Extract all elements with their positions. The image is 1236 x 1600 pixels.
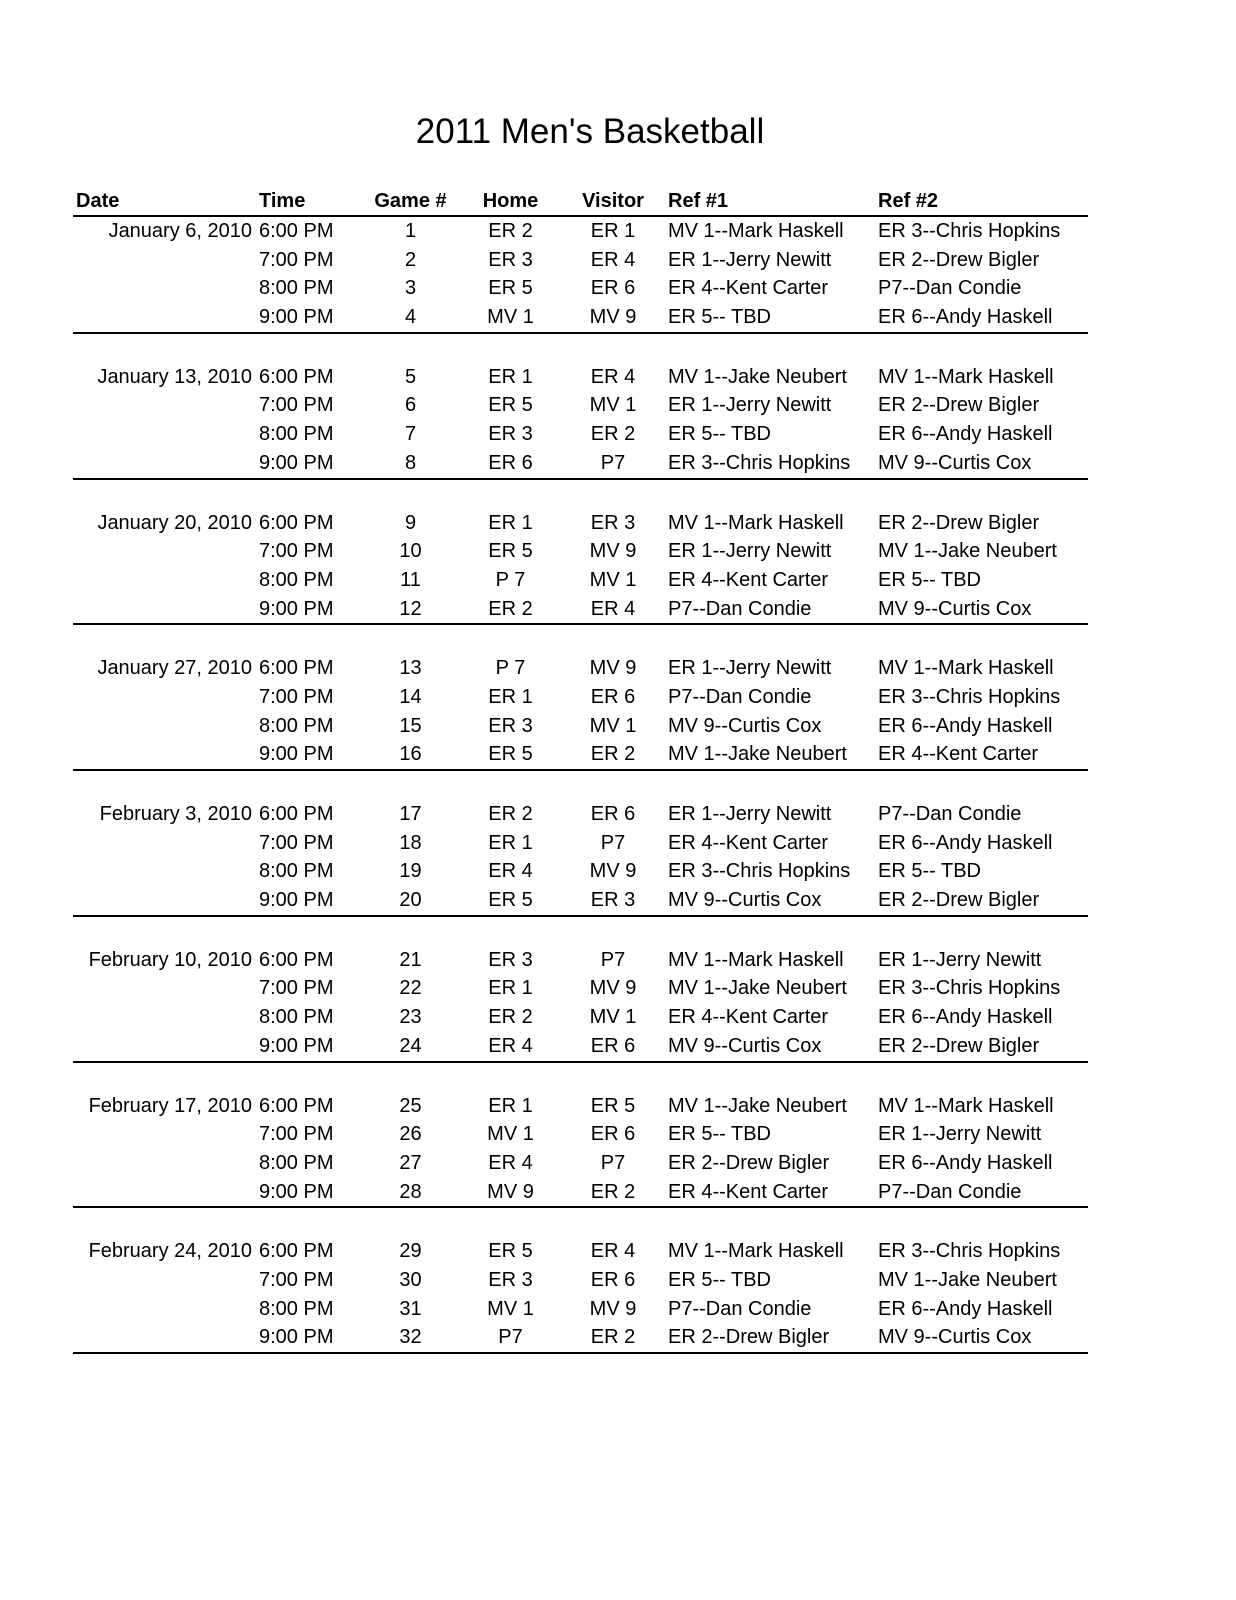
table-header (73, 187, 1088, 217)
time-cell: 6:00 PM (259, 657, 334, 680)
table-row (73, 1003, 1088, 1032)
visitor-cell: P7 (600, 1151, 626, 1174)
game-cell: 25 (399, 1094, 422, 1117)
ref2-cell: MV 1--Jake Neubert (878, 1268, 1057, 1291)
ref1-cell: ER 3--Chris Hopkins (668, 451, 851, 474)
time-cell: 6:00 PM (259, 1094, 334, 1117)
table-row (73, 391, 1088, 420)
visitor-cell: MV 9 (589, 1297, 637, 1320)
time-cell: 8:00 PM (259, 860, 334, 883)
ref1-cell: P7--Dan Condie (668, 1297, 812, 1320)
game-cell: 20 (399, 889, 422, 912)
ref2-cell: ER 6--Andy Haskell (878, 306, 1053, 329)
home-cell: ER 5 (488, 1240, 533, 1263)
ref1-cell: ER 4--Kent Carter (668, 831, 829, 854)
game-cell: 2 (404, 248, 417, 271)
table-row (73, 217, 1088, 246)
time-cell: 8:00 PM (259, 1297, 334, 1320)
week-group (73, 363, 1088, 480)
ref1-cell: ER 5-- TBD (668, 1268, 771, 1291)
week-group (73, 509, 1088, 626)
time-cell: 6:00 PM (259, 803, 334, 825)
time-cell: 9:00 PM (259, 1326, 334, 1349)
game-cell: 5 (404, 365, 417, 388)
table-row (73, 509, 1088, 538)
ref1-cell: ER 1--Jerry Newitt (668, 248, 832, 271)
table-row (73, 974, 1088, 1003)
game-cell: 32 (399, 1326, 422, 1349)
ref2-cell: P7--Dan Condie (878, 1180, 1022, 1203)
time-cell: 8:00 PM (259, 714, 334, 737)
table-row (73, 712, 1088, 741)
table-row (73, 1120, 1088, 1149)
game-cell: 7 (404, 423, 417, 446)
date-cell: January 20, 2010 (97, 511, 252, 534)
table-row (73, 274, 1088, 303)
ref2-cell: P7--Dan Condie (878, 803, 1022, 825)
home-cell: ER 3 (488, 948, 533, 971)
home-cell: ER 4 (488, 860, 533, 883)
ref2-cell: ER 2--Drew Bigler (878, 511, 1040, 534)
ref1-cell: MV 1--Jake Neubert (668, 977, 847, 1000)
home-cell: ER 4 (488, 1034, 533, 1057)
visitor-cell: P7 (600, 948, 626, 971)
time-cell: 7:00 PM (259, 394, 334, 417)
game-cell: 22 (399, 977, 422, 1000)
visitor-cell: ER 6 (590, 803, 636, 825)
ref1-cell: MV 9--Curtis Cox (668, 1034, 822, 1057)
time-cell: 7:00 PM (259, 685, 334, 708)
date-cell: February 24, 2010 (88, 1240, 252, 1263)
home-cell: ER 5 (488, 743, 533, 766)
time-cell: 8:00 PM (259, 1006, 334, 1029)
visitor-cell: ER 3 (590, 511, 636, 534)
visitor-cell: MV 9 (589, 860, 637, 883)
ref1-cell: MV 1--Jake Neubert (668, 743, 847, 766)
game-cell: 15 (399, 714, 422, 737)
visitor-cell: ER 2 (590, 423, 636, 446)
time-cell: 7:00 PM (259, 248, 334, 271)
game-cell: 28 (399, 1180, 422, 1203)
home-cell: P7 (498, 1326, 523, 1349)
ref2-cell: MV 1--Mark Haskell (878, 1094, 1054, 1117)
table-row (73, 829, 1088, 858)
header-date: Date (76, 190, 120, 212)
home-cell: ER 2 (488, 220, 533, 242)
table-row (73, 886, 1088, 915)
time-cell: 7:00 PM (259, 540, 334, 563)
visitor-cell: ER 6 (590, 277, 636, 300)
game-cell: 10 (399, 540, 422, 563)
home-cell: ER 1 (488, 365, 533, 388)
home-cell: P 7 (495, 657, 526, 680)
time-cell: 8:00 PM (259, 1151, 334, 1174)
ref2-cell: ER 6--Andy Haskell (878, 1151, 1053, 1174)
home-cell: ER 2 (488, 1006, 533, 1029)
time-cell: 6:00 PM (259, 1240, 334, 1263)
ref1-cell: ER 4--Kent Carter (668, 1006, 829, 1029)
header-ref1: Ref #1 (668, 190, 729, 212)
week-group (73, 654, 1088, 771)
visitor-cell: ER 3 (590, 889, 636, 912)
ref1-cell: MV 9--Curtis Cox (668, 889, 822, 912)
visitor-cell: P7 (600, 831, 626, 854)
home-cell: MV 1 (487, 1297, 534, 1320)
game-cell: 29 (399, 1240, 422, 1263)
game-cell: 8 (404, 451, 417, 474)
home-cell: ER 2 (488, 803, 533, 825)
week-group (73, 217, 1088, 334)
game-cell: 16 (399, 743, 422, 766)
ref1-cell: MV 1--Mark Haskell (668, 220, 844, 242)
table-row (73, 1178, 1088, 1207)
table-row (73, 1092, 1088, 1121)
table-row (73, 683, 1088, 712)
visitor-cell: MV 1 (589, 568, 637, 591)
table-row (73, 537, 1088, 566)
ref2-cell: P7--Dan Condie (878, 277, 1022, 300)
game-cell: 21 (399, 948, 422, 971)
header-time: Time (259, 190, 306, 212)
date-cell: February 3, 2010 (99, 803, 252, 825)
home-cell: ER 1 (488, 511, 533, 534)
game-cell: 13 (399, 657, 422, 680)
week-group (73, 800, 1088, 917)
ref1-cell: ER 2--Drew Bigler (668, 1326, 830, 1349)
ref2-cell: ER 3--Chris Hopkins (878, 220, 1061, 242)
home-cell: ER 3 (488, 1268, 533, 1291)
table-row (73, 654, 1088, 683)
ref1-cell: ER 1--Jerry Newitt (668, 394, 832, 417)
date-cell: January 27, 2010 (97, 657, 252, 680)
week-group (73, 1092, 1088, 1209)
time-cell: 9:00 PM (259, 743, 334, 766)
table-row (73, 1149, 1088, 1178)
game-cell: 31 (399, 1297, 422, 1320)
home-cell: ER 5 (488, 394, 533, 417)
ref1-cell: ER 4--Kent Carter (668, 568, 829, 591)
home-cell: ER 1 (488, 685, 533, 708)
time-cell: 7:00 PM (259, 977, 334, 1000)
time-cell: 6:00 PM (259, 511, 334, 534)
ref1-cell: ER 5-- TBD (668, 306, 771, 329)
header-visitor: Visitor (582, 190, 644, 212)
visitor-cell: ER 4 (590, 248, 636, 271)
home-cell: ER 5 (488, 889, 533, 912)
game-cell: 6 (404, 394, 417, 417)
visitor-cell: ER 1 (590, 220, 636, 242)
ref2-cell: ER 2--Drew Bigler (878, 394, 1040, 417)
header-home: Home (482, 190, 539, 212)
week-group (73, 946, 1088, 1063)
ref2-cell: ER 2--Drew Bigler (878, 889, 1040, 912)
game-cell: 24 (399, 1034, 422, 1057)
ref1-cell: ER 2--Drew Bigler (668, 1151, 830, 1174)
ref2-cell: ER 3--Chris Hopkins (878, 1240, 1061, 1263)
game-cell: 18 (399, 831, 422, 854)
home-cell: ER 3 (488, 714, 533, 737)
visitor-cell: MV 1 (589, 394, 637, 417)
ref2-cell: ER 6--Andy Haskell (878, 714, 1053, 737)
ref2-cell: ER 1--Jerry Newitt (878, 1123, 1042, 1146)
table-row (73, 1323, 1088, 1352)
ref1-cell: ER 4--Kent Carter (668, 1180, 829, 1203)
visitor-cell: MV 9 (589, 306, 637, 329)
table-row (73, 420, 1088, 449)
table-row (73, 246, 1088, 275)
visitor-cell: MV 1 (589, 714, 637, 737)
home-cell: ER 4 (488, 1151, 533, 1174)
ref1-cell: MV 1--Jake Neubert (668, 365, 847, 388)
game-cell: 17 (399, 803, 422, 825)
home-cell: MV 9 (487, 1180, 534, 1203)
ref1-cell: ER 1--Jerry Newitt (668, 540, 832, 563)
time-cell: 9:00 PM (259, 451, 334, 474)
date-cell: January 6, 2010 (108, 220, 252, 242)
table-row (73, 449, 1088, 478)
ref1-cell: ER 5-- TBD (668, 423, 771, 446)
home-cell: ER 1 (488, 977, 533, 1000)
time-cell: 8:00 PM (259, 423, 334, 446)
game-cell: 30 (399, 1268, 422, 1291)
ref2-cell: ER 2--Drew Bigler (878, 1034, 1040, 1057)
table-row (73, 1266, 1088, 1295)
time-cell: 8:00 PM (259, 568, 334, 591)
visitor-cell: ER 6 (590, 1123, 636, 1146)
time-cell: 6:00 PM (259, 220, 334, 242)
table-row (73, 1032, 1088, 1061)
visitor-cell: MV 9 (589, 540, 637, 563)
game-cell: 27 (399, 1151, 422, 1174)
game-cell: 11 (400, 568, 421, 591)
ref2-cell: ER 6--Andy Haskell (878, 1297, 1053, 1320)
visitor-cell: ER 5 (590, 1094, 636, 1117)
date-cell: January 13, 2010 (97, 365, 252, 388)
ref2-cell: ER 2--Drew Bigler (878, 248, 1040, 271)
ref2-cell: ER 3--Chris Hopkins (878, 977, 1061, 1000)
ref2-cell: MV 1--Jake Neubert (878, 540, 1057, 563)
page-title: 2011 Men's Basketball (415, 112, 765, 151)
ref2-cell: ER 5-- TBD (878, 860, 981, 883)
game-cell: 19 (399, 860, 422, 883)
game-cell: 1 (404, 220, 417, 242)
table-row (73, 946, 1088, 975)
ref2-cell: ER 3--Chris Hopkins (878, 685, 1061, 708)
time-cell: 6:00 PM (259, 948, 334, 971)
time-cell: 6:00 PM (259, 365, 334, 388)
ref1-cell: MV 1--Mark Haskell (668, 511, 844, 534)
visitor-cell: MV 9 (589, 977, 637, 1000)
ref2-cell: ER 5-- TBD (878, 568, 981, 591)
visitor-cell: ER 6 (590, 1268, 636, 1291)
ref2-cell: MV 9--Curtis Cox (878, 1326, 1032, 1349)
schedule-table (73, 187, 1088, 1354)
week-group (73, 1237, 1088, 1354)
ref1-cell: P7--Dan Condie (668, 597, 812, 620)
ref2-cell: ER 1--Jerry Newitt (878, 948, 1042, 971)
visitor-cell: MV 1 (589, 1006, 637, 1029)
home-cell: ER 2 (488, 597, 533, 620)
ref1-cell: MV 9--Curtis Cox (668, 714, 822, 737)
table-row (73, 857, 1088, 886)
home-cell: MV 1 (487, 1123, 534, 1146)
ref1-cell: ER 3--Chris Hopkins (668, 860, 851, 883)
ref2-cell: ER 6--Andy Haskell (878, 831, 1053, 854)
visitor-cell: ER 2 (590, 1326, 636, 1349)
header-game: Game # (374, 190, 447, 212)
ref1-cell: ER 1--Jerry Newitt (668, 803, 832, 825)
ref1-cell: ER 5-- TBD (668, 1123, 771, 1146)
time-cell: 7:00 PM (259, 831, 334, 854)
home-cell: ER 3 (488, 423, 533, 446)
home-cell: P 7 (495, 568, 526, 591)
visitor-cell: ER 2 (590, 1180, 636, 1203)
time-cell: 8:00 PM (259, 277, 334, 300)
game-cell: 23 (399, 1006, 422, 1029)
ref2-cell: ER 6--Andy Haskell (878, 423, 1053, 446)
visitor-cell: ER 2 (590, 743, 636, 766)
header-ref2: Ref #2 (878, 190, 939, 212)
ref1-cell: ER 1--Jerry Newitt (668, 657, 832, 680)
game-cell: 12 (399, 597, 422, 620)
visitor-cell: MV 9 (589, 657, 637, 680)
home-cell: ER 1 (488, 831, 533, 854)
game-cell: 26 (399, 1123, 422, 1146)
date-cell: February 17, 2010 (88, 1094, 252, 1117)
home-cell: ER 5 (488, 540, 533, 563)
table-row (73, 740, 1088, 769)
table-row (73, 303, 1088, 332)
time-cell: 9:00 PM (259, 306, 334, 329)
time-cell: 9:00 PM (259, 1034, 334, 1057)
game-cell: 9 (404, 511, 417, 534)
table-row (73, 1295, 1088, 1324)
table-row (73, 1237, 1088, 1266)
ref1-cell: MV 1--Jake Neubert (668, 1094, 847, 1117)
ref2-cell: MV 9--Curtis Cox (878, 597, 1032, 620)
visitor-cell: ER 4 (590, 1240, 636, 1263)
ref2-cell: ER 4--Kent Carter (878, 743, 1039, 766)
time-cell: 9:00 PM (259, 889, 334, 912)
table-row (73, 800, 1088, 829)
visitor-cell: ER 6 (590, 1034, 636, 1057)
game-cell: 14 (399, 685, 422, 708)
ref2-cell: MV 1--Mark Haskell (878, 365, 1054, 388)
ref2-cell: MV 9--Curtis Cox (878, 451, 1032, 474)
ref1-cell: P7--Dan Condie (668, 685, 812, 708)
ref1-cell: MV 1--Mark Haskell (668, 948, 844, 971)
ref1-cell: MV 1--Mark Haskell (668, 1240, 844, 1263)
home-cell: ER 5 (488, 277, 533, 300)
visitor-cell: P7 (600, 451, 626, 474)
time-cell: 9:00 PM (259, 1180, 334, 1203)
time-cell: 7:00 PM (259, 1123, 334, 1146)
home-cell: ER 6 (488, 451, 533, 474)
visitor-cell: ER 6 (590, 685, 636, 708)
game-cell: 3 (404, 277, 417, 300)
visitor-cell: ER 4 (590, 597, 636, 620)
home-cell: MV 1 (487, 306, 534, 329)
weeks-container (73, 217, 1088, 1354)
table-row (73, 363, 1088, 392)
ref2-cell: ER 6--Andy Haskell (878, 1006, 1053, 1029)
game-cell: 4 (404, 306, 417, 329)
visitor-cell: ER 4 (590, 365, 636, 388)
table-row (73, 566, 1088, 595)
ref1-cell: ER 4--Kent Carter (668, 277, 829, 300)
home-cell: ER 3 (488, 248, 533, 271)
date-cell: February 10, 2010 (88, 948, 252, 971)
time-cell: 9:00 PM (259, 597, 334, 620)
ref2-cell: MV 1--Mark Haskell (878, 657, 1054, 680)
table-row (73, 595, 1088, 624)
home-cell: ER 1 (488, 1094, 533, 1117)
time-cell: 7:00 PM (259, 1268, 334, 1291)
